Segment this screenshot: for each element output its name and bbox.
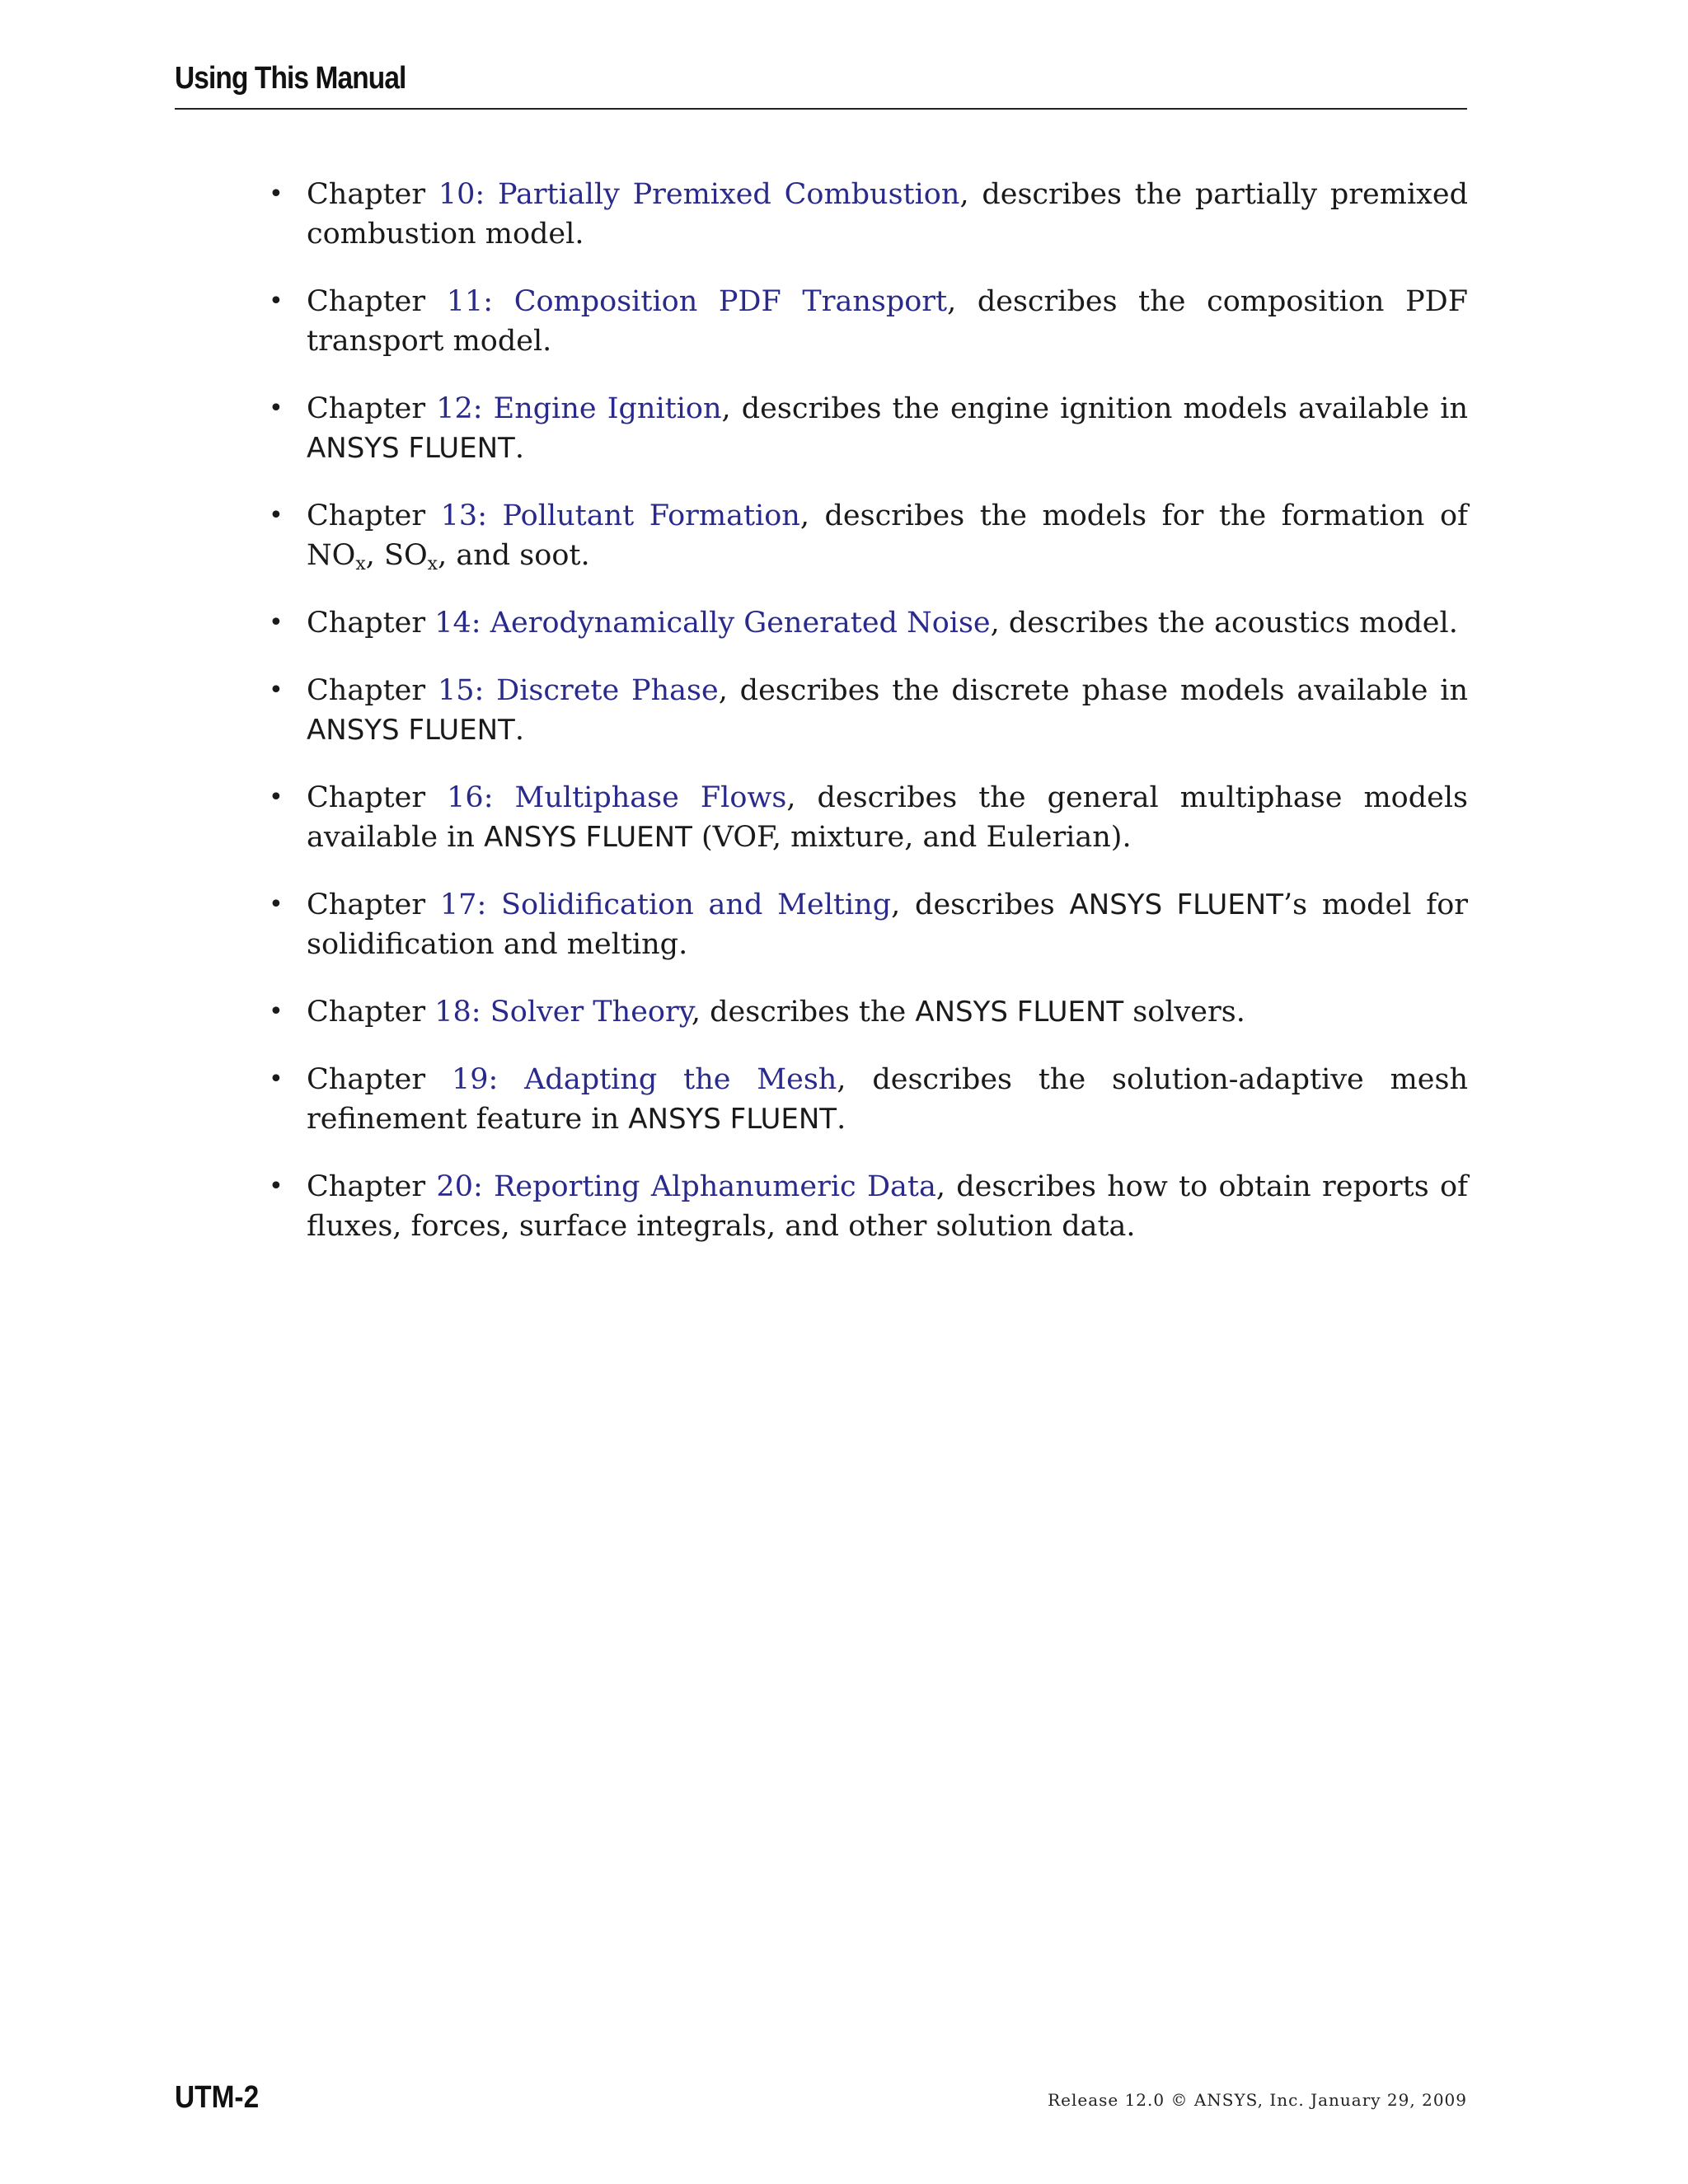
chapter-title-link[interactable]: Composition PDF Transport (513, 285, 948, 318)
chapter-description: , describes the models for the formation of NO (307, 499, 1468, 572)
bullet-icon: • (269, 890, 284, 919)
chapter-item-15 (265, 671, 1468, 750)
chapter-title-link[interactable]: Solver Theory (490, 996, 692, 1029)
bullet-icon: • (269, 287, 284, 316)
chapter-description-mid: , SO (365, 539, 428, 572)
chapter-item-11 (265, 282, 1468, 361)
chapter-item-17 (265, 885, 1468, 964)
chapter-number-link[interactable]: 19 (451, 1063, 489, 1096)
chapter-word: Chapter (307, 392, 426, 425)
chapter-description: , describes the (691, 996, 916, 1029)
chapter-separator: : (488, 1063, 525, 1096)
chapter-separator: : (477, 499, 503, 532)
chapter-title-link[interactable]: Discrete Phase (496, 674, 719, 707)
chapter-description-tail: solvers. (1123, 996, 1245, 1029)
chapter-word: Chapter (307, 1170, 426, 1203)
chapter-number-link[interactable]: 10 (438, 178, 476, 211)
chapter-separator: : (483, 285, 514, 318)
chapter-item-16 (265, 778, 1468, 857)
chapter-word: Chapter (307, 781, 426, 814)
chapter-list (265, 175, 1468, 1274)
chapter-word: Chapter (307, 888, 426, 921)
chapter-word: Chapter (307, 499, 426, 532)
product-name: ANSYS FLUENT (628, 1103, 837, 1136)
chapter-number-link[interactable]: 15 (437, 674, 475, 707)
chapter-item-13 (265, 496, 1468, 575)
chapter-separator: : (472, 392, 494, 425)
bullet-icon: • (269, 394, 284, 423)
chapter-word: Chapter (307, 178, 426, 211)
product-name: ANSYS FLUENT (915, 996, 1124, 1029)
chapter-item-14 (265, 603, 1468, 643)
chapter-number-link[interactable]: 18 (434, 996, 471, 1029)
chapter-description: , describes how to obtain reports of fluxes, forces, surface integrals, and other solution data. (307, 1170, 1469, 1243)
chapter-separator: : (476, 888, 502, 921)
chapter-description: , describes the discrete phase models available in (718, 674, 1468, 707)
chapter-description-tail: , and soot. (438, 539, 590, 572)
chapter-word: Chapter (307, 674, 426, 707)
chapter-separator: : (471, 996, 490, 1029)
product-name: ANSYS FLUENT (1069, 888, 1284, 921)
chapter-item-20 (265, 1167, 1468, 1246)
chapter-word: Chapter (307, 1063, 426, 1096)
chapter-description-tail: . (514, 714, 524, 747)
bullet-icon: • (269, 783, 284, 812)
release-line: Release 12.0 © ANSYS, Inc. January 29, 2009 (1048, 2090, 1467, 2110)
chapter-number-link[interactable]: 13 (440, 499, 478, 532)
chapter-number-link[interactable]: 11 (446, 285, 484, 318)
chapter-separator: : (474, 674, 497, 707)
chapter-separator: : (475, 178, 498, 211)
bullet-icon: • (269, 1065, 284, 1094)
bullet-icon: • (269, 608, 284, 637)
chapter-number-link[interactable]: 12 (436, 392, 473, 425)
chapter-title-link[interactable]: Engine Ignition (493, 392, 722, 425)
bullet-icon: • (269, 997, 284, 1026)
chapter-word: Chapter (307, 285, 426, 318)
chapter-description-tail: . (514, 432, 524, 465)
chapter-description-tail: (VOF, mixture, and Eulerian). (692, 821, 1132, 854)
subscript-x: x (355, 554, 366, 574)
chapter-title-link[interactable]: Solidification and Melting (501, 888, 892, 921)
chapter-description: , describes the partially premixed combustion model. (307, 178, 1468, 251)
chapter-title-link[interactable]: Reporting Alphanumeric Data (494, 1170, 936, 1203)
product-name: ANSYS FLUENT (484, 821, 692, 854)
chapter-word: Chapter (307, 996, 426, 1029)
chapter-description: , describes the acoustics model. (990, 607, 1458, 640)
chapter-word: Chapter (307, 607, 426, 640)
chapter-description: , describes the engine ignition models available in (721, 392, 1468, 425)
chapter-description-tail: . (837, 1103, 846, 1136)
chapter-number-link[interactable]: 14 (434, 607, 471, 640)
bullet-icon: • (269, 1172, 284, 1201)
chapter-item-10 (265, 175, 1468, 254)
chapter-title-link[interactable]: Pollutant Formation (502, 499, 800, 532)
chapter-description-tail: ’s model for solidification and melting. (307, 888, 1469, 961)
chapter-number-link[interactable]: 16 (447, 781, 484, 814)
chapter-title-link[interactable]: Partially Premixed Combustion (497, 178, 960, 211)
bullet-icon: • (269, 180, 284, 209)
chapter-separator: : (472, 1170, 495, 1203)
chapter-item-18 (265, 992, 1468, 1032)
product-name: ANSYS FLUENT (307, 432, 515, 465)
chapter-description: , describes the composition PDF transport model. (307, 285, 1468, 358)
chapter-title-link[interactable]: Multiphase Flows (514, 781, 787, 814)
subscript-x: x (427, 554, 438, 574)
header-rule (175, 108, 1467, 110)
bullet-icon: • (269, 501, 284, 530)
chapter-description: , describes the solution-adaptive mesh refinement feature in (307, 1063, 1469, 1136)
chapter-separator: : (471, 607, 490, 640)
page-number: UTM-2 (175, 2080, 260, 2115)
bullet-icon: • (269, 676, 284, 705)
running-head-title: Using This Manual (175, 61, 406, 96)
product-name: ANSYS FLUENT (307, 714, 515, 747)
chapter-item-19 (265, 1060, 1468, 1139)
chapter-separator: : (483, 781, 515, 814)
chapter-title-link[interactable]: Adapting the Mesh (524, 1063, 837, 1096)
chapter-item-12 (265, 389, 1468, 468)
chapter-description: , describes the general multiphase models available in (307, 781, 1468, 854)
chapter-number-link[interactable]: 17 (439, 888, 477, 921)
chapter-title-link[interactable]: Aerodynamically Generated Noise (490, 607, 991, 640)
chapter-number-link[interactable]: 20 (436, 1170, 473, 1203)
chapter-description: , describes (891, 888, 1070, 921)
